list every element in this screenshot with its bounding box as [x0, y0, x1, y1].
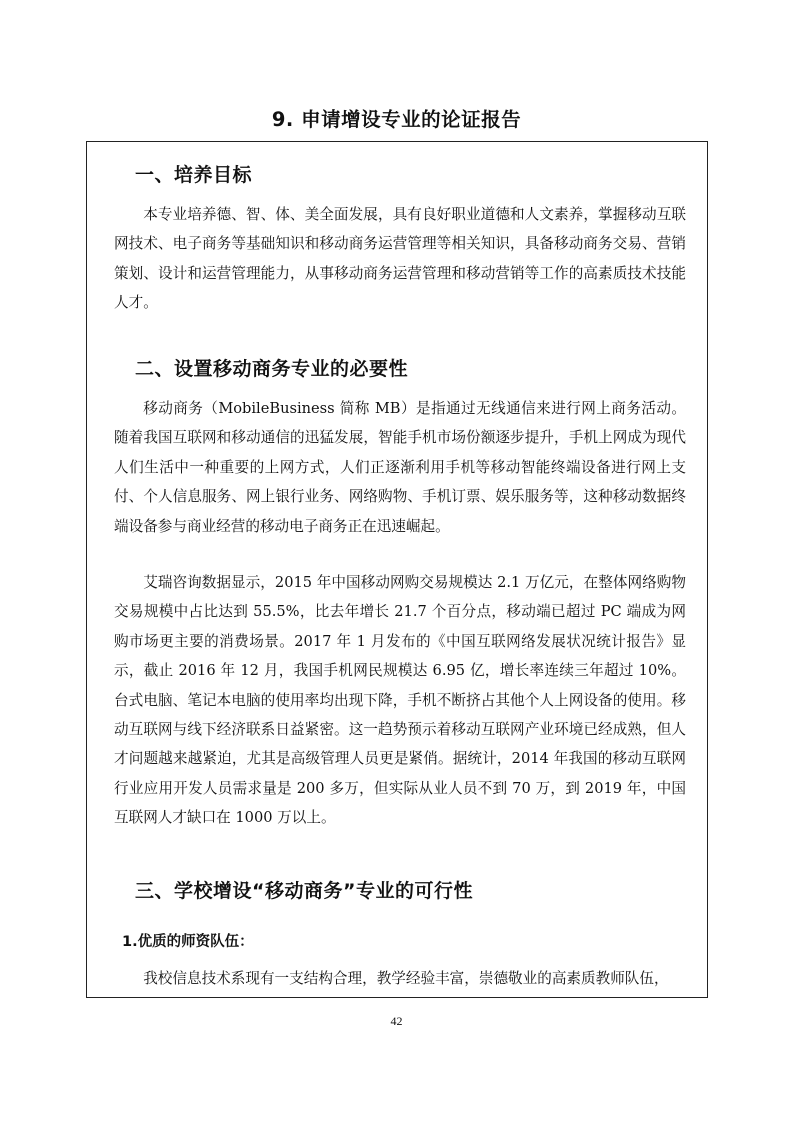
section-heading-feasibility: 三、学校增设“移动商务”专业的可行性 — [135, 880, 473, 902]
section-heading-training-goals: 一、培养目标 — [135, 164, 253, 186]
subheading-teaching-staff: 1.优质的师资队伍： — [122, 934, 254, 950]
paragraph-market-data: 艾瑞咨询数据显示，2015 年中国移动网购交易规模达 2.1 万亿元，在整体网络购物交易规模中占比达到 55.5%，比去年增长 21.7 个百分点，移动端已超过 PC 端成为网购市场更主要的消费场景。2017 年 1 月发布的《中国互联网络发展状况统计报告》显示，截止 2016 年 12 月，我国手机网民规模达 6.95 亿，增长率连续三年超过 10%。台式电脑、笔记本电脑的使用率均出现下降，手机不断挤占其他个人上网设备的使用。移动互联网与线下经济联系日益紧密。这一趋势预示着移动互联网产业环境已经成熟，但人才问题越来越紧迫，尤其是高级管理人员更是紧俏。据统计，2014 年我国的移动互联网行业应用开发人员需求量是 200 多万，但实际从业人员不到 70 万，到 2019 年，中国互联网人才缺口在 1000 万以上。 — [114, 574, 686, 827]
section-heading-necessity: 二、设置移动商务专业的必要性 — [135, 358, 409, 380]
paragraph-teaching-staff: 我校信息技术系现有一支结构合理，教学经验丰富，崇德敬业的高素质教师队伍， — [143, 970, 669, 987]
paragraph-mobile-business-definition: 移动商务（MobileBusiness 简称 MB）是指通过无线通信来进行网上商务活动。随着我国互联网和移动通信的迅猛发展，智能手机市场份额逐步提升，手机上网成为现代人们生活中一种重要的上网方式，人们正逐渐利用手机等移动智能终端设备进行网上支付、个人信息服务、网上银行业务、网络购物、手机订票、娱乐服务等，这种移动数据终端设备参与商业经营的移动电子商务正在迅速崛起。 — [114, 400, 686, 535]
document-title: 9. 申请增设专业的论证报告 — [271, 108, 522, 131]
page-number: 42 — [390, 1014, 403, 1028]
paragraph-training-goals: 本专业培养德、智、体、美全面发展，具有良好职业道德和人文素养，掌握移动互联网技术、电子商务等基础知识和移动商务运营管理等相关知识，具备移动商务交易、营销策划、设计和运营管理能力，从事移动商务运营管理和移动营销等工作的高素质技术技能人才。 — [114, 206, 686, 312]
content-frame — [86, 141, 708, 998]
